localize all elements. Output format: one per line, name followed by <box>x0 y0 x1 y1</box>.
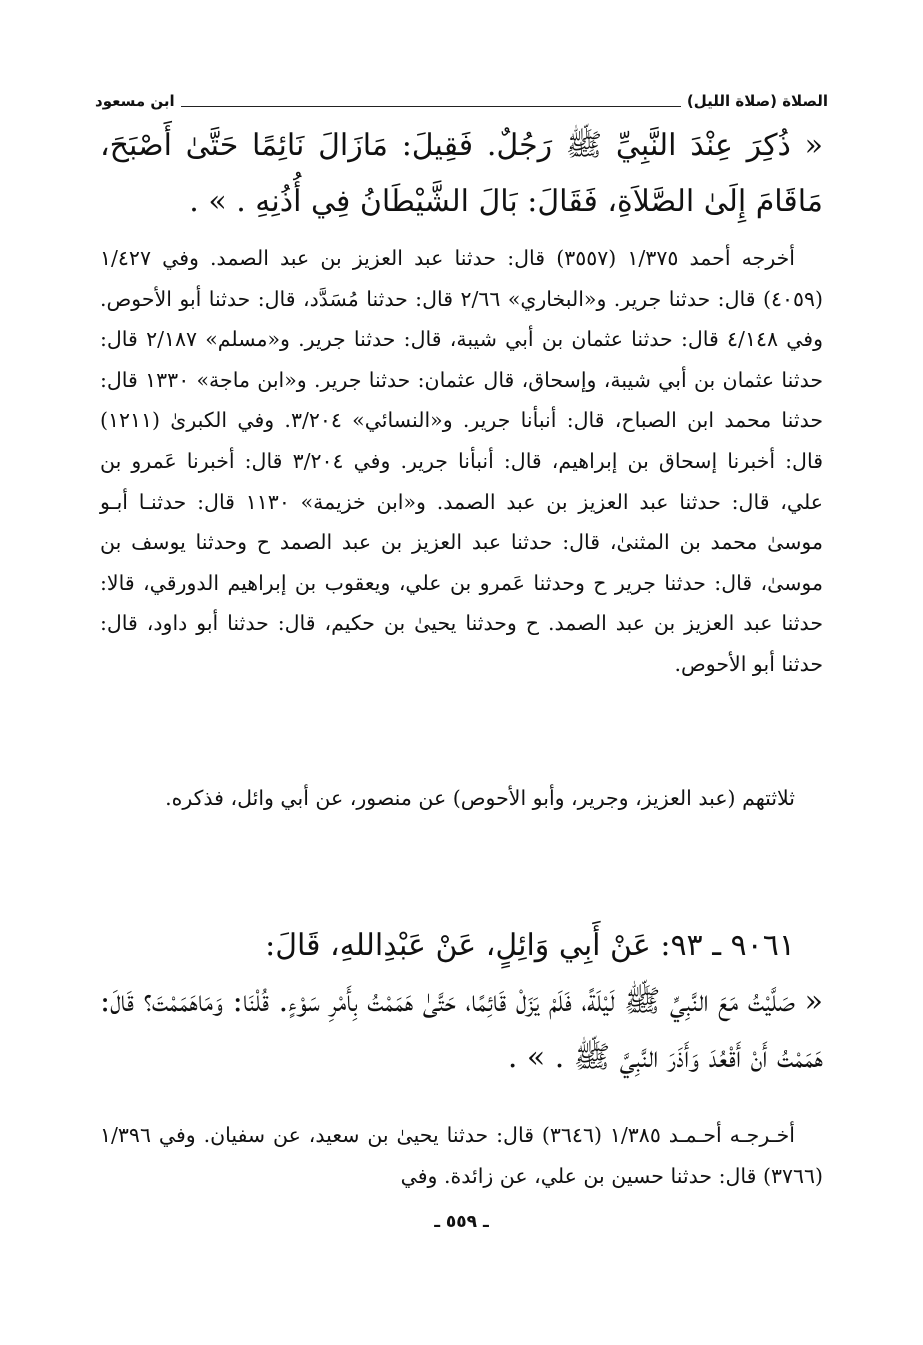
narrator-name: ابن مسعود <box>95 92 175 110</box>
hadith-1-body: « ذُكِرَ عِنْدَ النَّبِيِّ ﷺ رَجُلٌ. فَقِيلَ: مَازَالَ نَائِمًا حَتَّىٰ أَصْبَحَ، مَاقَامَ إِلَىٰ الصَّلاَةِ، فَقَالَ: بَالَ الشَّيْطَانُ فِي أُذُنِهِ . » . <box>100 128 823 219</box>
running-header <box>95 84 828 110</box>
takhrij-3-body: أخـرجـه أحـمـد ١/٣٨٥ (٣٦٤٦) قال: حدثنا يحيىٰ بن سعيد، عن سفيان. وفي ١/٣٩٦ (٣٧٦٦) قال: حدثنا حسين بن علي، عن زائدة. وفي <box>100 1123 823 1188</box>
takhrij-paragraph-2 <box>100 778 823 819</box>
section-title: الصلاة (صلاة الليل) <box>686 92 828 110</box>
takhrij-paragraph-1 <box>100 238 823 685</box>
hadith-2-heading: ٩٠٦١ ـ ٩٣: عَنْ أَبِي وَائِلٍ، عَنْ عَبْدِاللهِ، قَالَ: <box>265 928 795 963</box>
takhrij-paragraph-3 <box>100 1115 823 1196</box>
takhrij-2-body: ثلاثتهم (عبد العزيز، وجرير، وأبو الأحوص) عن منصور، عن أبي وائل، فذكره. <box>165 786 795 810</box>
header-rule <box>181 106 681 107</box>
page-number: ـ ٥٥٩ ـ <box>434 1212 489 1232</box>
hadith-text-2 <box>100 918 823 1086</box>
hadith-2-body: « صَلَّيْتُ مَعَ النَّبِيِّ ﷺ لَيْلَةً، فَلَمْ يَزَلْ قَائِمًا، حَتَّىٰ هَمَمْتُ بِأَمْرِ سَوْءٍ. قُلْنَا: وَمَاهَمَمْتَ؟ قَالَ: هَمَمْتُ أَنْ أَقْعُدَ وَأَذَرَ النَّبِيَّ ﷺ . » . <box>100 984 823 1075</box>
hadith-text-1 <box>100 118 823 230</box>
takhrij-1-body: أخرجه أحمد ١/٣٧٥ (٣٥٥٧) قال: حدثنا عبد العزيز بن عبد الصمد. وفي ١/٤٢٧ (٤٠٥٩) قال: حدثنا جرير. و«البخاري» ٢/٦٦ قال: حدثنا مُسَدَّد، قال: حدثنا أبو الأحوص. وفي ٤/١٤٨ قال: حدثنا عثمان بن أبي شيبة، قال: حدثنا جرير. و«مسلم» ٢/١٨٧ قال: حدثنا عثمان بن أبي شيبة، وإسحاق، قال عثمان: حدثنا جرير. و«ابن ماجة» ١٣٣٠ قال: حدثنا محمد ابن الصباح، قال: أنبأنا جرير. و«النسائي» ٣/٢٠٤. وفي الكبرىٰ (١٢١١) قال: أخبرنا إسحاق بن إبراهيم، قال: أنبأنا جرير. وفي ٣/٢٠٤ قال: أخبرنا عَمرو بن علي، قال: حدثنا عبد العزيز بن عبد الصمد. و«ابن خزيمة» ١١٣٠ قال: حدثنـا أبـو موسىٰ محمد بن المثنىٰ، قال: حدثنا عبد العزيز بن عبد الصمد ح وحدثنا يوسف بن موسىٰ، قال: حدثنا جرير ح وحدثنا عَمرو بن علي، ويعقوب بن إبراهيم الدورقي، قالا: حدثنا عبد العزيز بن عبد الصمد. ح وحدثنا يحيىٰ بن حكيم، قال: حدثنا أبو داود، قال: حدثنا أبو الأحوص. <box>100 246 824 676</box>
